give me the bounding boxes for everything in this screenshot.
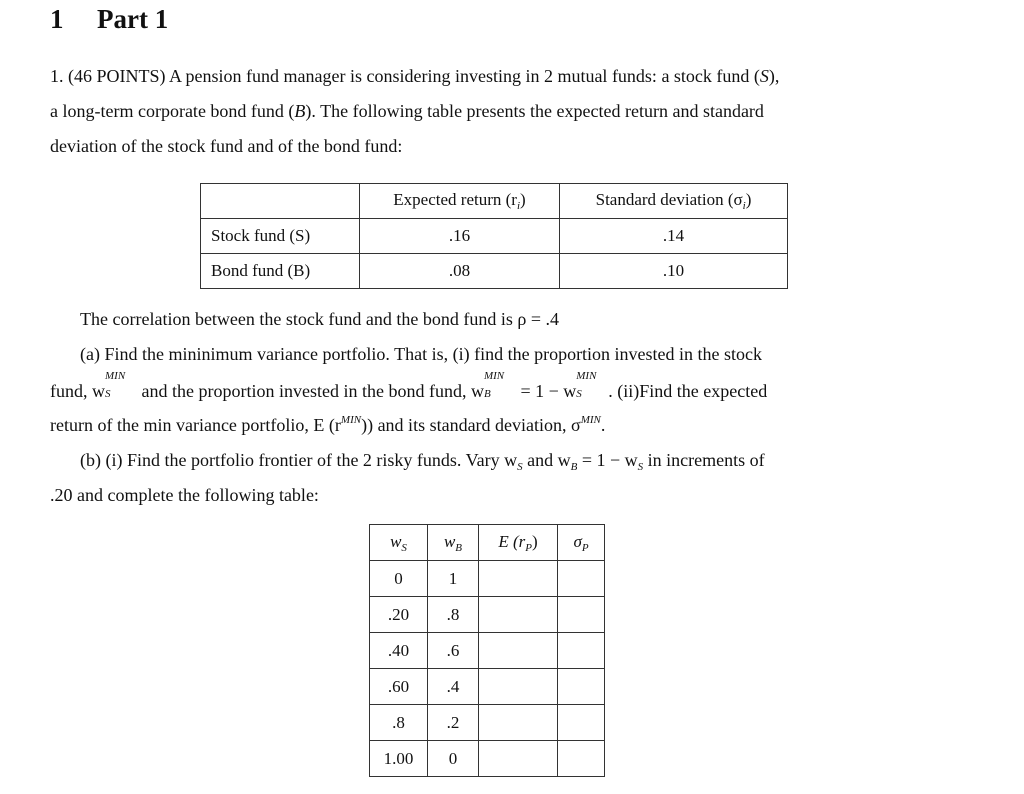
part-a-line-3: return of the min variance portfolio, E $(r^{MIN})$) and its standard deviation, $\sigma^{MIN}$. xyxy=(50,414,606,435)
expected-return-cell: .08 xyxy=(360,254,560,289)
sigma-cell xyxy=(558,669,605,705)
header-wb: $w_B$ xyxy=(428,525,479,561)
wb-cell: .2 xyxy=(428,705,479,741)
header-standard-deviation: Standard deviation $(\sigma_i)$ xyxy=(560,184,788,219)
part-b-line-2: .20 and complete the following table: xyxy=(50,485,319,505)
ws-cell: .20 xyxy=(370,597,428,633)
sigma-cell xyxy=(558,597,605,633)
header-ws: $w_S$ xyxy=(370,525,428,561)
table-row xyxy=(370,561,605,597)
std-dev-cell: .14 xyxy=(560,219,788,254)
wb-cell: .6 xyxy=(428,633,479,669)
row-label: Bond fund (B) xyxy=(201,254,360,289)
ws-cell: 0 xyxy=(370,561,428,597)
table-header-row xyxy=(370,525,605,561)
sigma-cell xyxy=(558,741,605,777)
table-header-row xyxy=(201,184,788,219)
table-row xyxy=(201,219,788,254)
ws-cell: .60 xyxy=(370,669,428,705)
table-row xyxy=(370,741,605,777)
sigma-cell xyxy=(558,561,605,597)
ws-cell: 1.00 xyxy=(370,741,428,777)
er-cell xyxy=(479,741,558,777)
part-a-line-2: fund, w MIN S and the proportion invested in the bond fund, w MIN B = 1 − w MIN S . (ii)Find the expected xyxy=(50,370,768,401)
part-a-line-1: (a) Find the mininimum variance portfolio. That is, (i) find the proportion invested in the stock xyxy=(80,344,763,364)
header-expected-return: E $(r_P)$ xyxy=(479,525,558,561)
header-sigma: $\sigma_P$ xyxy=(558,525,605,561)
section-number: 1 xyxy=(50,4,64,34)
expected-return-cell: .16 xyxy=(360,219,560,254)
table-row xyxy=(370,597,605,633)
er-cell xyxy=(479,561,558,597)
part-b-line-1: (b) (i) Find the portfolio frontier of the 2 risky funds. Vary $w_S$ and $w_B = 1 - w_S$ in increments of xyxy=(80,450,765,473)
table-row xyxy=(370,633,605,669)
header-cell-empty xyxy=(201,184,360,219)
frontier-table xyxy=(369,524,605,777)
fund-table xyxy=(200,183,788,289)
problem-intro-line-1: 1. (46 POINTS) A pension fund manager is considering investing in 2 mutual funds: a stock fund (S), xyxy=(50,66,780,86)
sigma-cell xyxy=(558,633,605,669)
er-cell xyxy=(479,597,558,633)
std-dev-cell: .10 xyxy=(560,254,788,289)
table-row xyxy=(370,669,605,705)
problem-intro-line-2: a long-term corporate bond fund (B). The following table presents the expected return and standard xyxy=(50,101,764,121)
section-title: Part 1 xyxy=(97,4,169,34)
ws-cell: .40 xyxy=(370,633,428,669)
header-expected-return: Expected return $(r_i)$ xyxy=(360,184,560,219)
ws-cell: .8 xyxy=(370,705,428,741)
er-cell xyxy=(479,669,558,705)
wb-cell: 0 xyxy=(428,741,479,777)
table-row xyxy=(201,254,788,289)
er-cell xyxy=(479,633,558,669)
er-cell xyxy=(479,705,558,741)
wb-cell: .4 xyxy=(428,669,479,705)
sigma-cell xyxy=(558,705,605,741)
wb-cell: .8 xyxy=(428,597,479,633)
correlation-text: The correlation between the stock fund and the bond fund is ρ = .4 xyxy=(80,309,560,329)
wb-cell: 1 xyxy=(428,561,479,597)
row-label: Stock fund (S) xyxy=(201,219,360,254)
table-row xyxy=(370,705,605,741)
problem-intro-line-3: deviation of the stock fund and of the bond fund: xyxy=(50,136,403,156)
